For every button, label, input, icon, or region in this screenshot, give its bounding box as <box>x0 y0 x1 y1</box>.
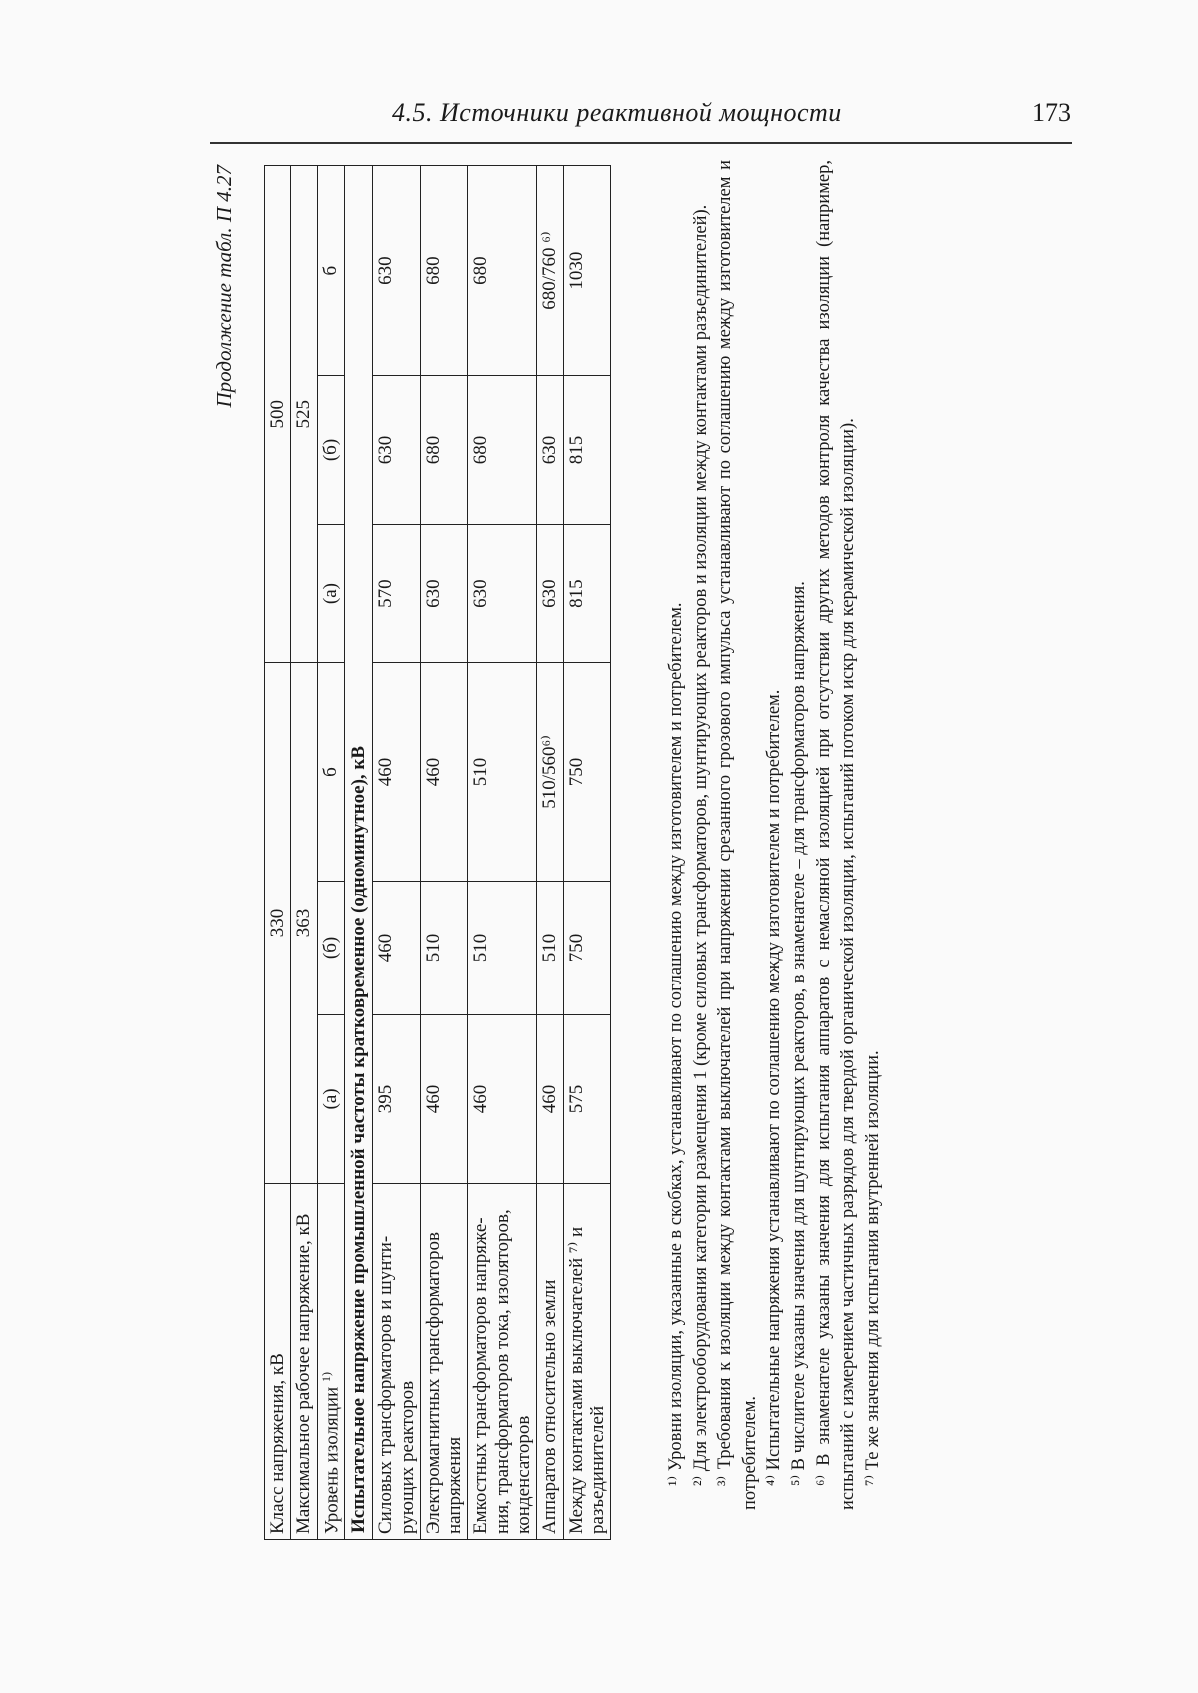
footnote: ⁵⁾ В числителе указаны значения для шунтирующих реакторов, в знаменателе – для трансформаторов напряжения. <box>788 581 809 1486</box>
table-cell: 575 <box>563 1015 611 1183</box>
table-cell: 510 <box>420 881 468 1015</box>
table-row <box>420 166 468 1540</box>
footnote: ⁴⁾ Испытательные напряжения устанавливают по соглашению между изготовителем и потребителем. <box>764 689 785 1486</box>
table-cell: 460 <box>373 663 421 881</box>
row-label: Электромагнитных трансформаторов напряжения <box>420 1183 468 1539</box>
table-cell: 680 <box>420 166 468 376</box>
table-cell: 460 <box>373 881 421 1015</box>
table-cell: 680 <box>420 376 468 525</box>
footnote: ²⁾ Для электрооборудования категории размещения 1 (кроме силовых трансформаторов, шунтирующих реакторов и изоляции между контактами разъединителей). <box>690 204 711 1486</box>
table-cell: 750 <box>563 663 611 881</box>
row-label: Силовых трансформаторов и шунти-рующих реакторов <box>373 1183 421 1539</box>
table-row <box>537 166 563 1540</box>
table-section-header-row <box>345 166 373 1540</box>
table-cell: 525 <box>291 166 317 663</box>
row-label: Емкостных трансформаторов напряже-ния, трансформаторов тока, изоляторов, конденсаторов <box>468 1183 537 1539</box>
table-cell: 815 <box>563 524 611 663</box>
table-cell: 630 <box>468 524 537 663</box>
footnote-ref: 1) <box>318 1372 333 1383</box>
table-cell: б <box>317 663 345 881</box>
table-cell: 510 <box>468 881 537 1015</box>
table-cell: б <box>317 166 345 376</box>
footnotes <box>664 160 885 1510</box>
table-cell: (б) <box>317 881 345 1015</box>
table-cell: 363 <box>291 663 317 1183</box>
table-cell: 500 <box>265 166 291 663</box>
table-cell: 750 <box>563 881 611 1015</box>
table-cell: 630 <box>373 376 421 525</box>
table-cell: 1030 <box>563 166 611 376</box>
table-cell: 570 <box>373 524 421 663</box>
footnote: ¹⁾ Уровни изоляции, указанные в скобках, устанавливают по соглашению между изготовителем и потребителем. <box>666 602 686 1486</box>
table-cell: 510 <box>537 881 563 1015</box>
table-cell: 330 <box>265 663 291 1183</box>
row-label: Аппаратов относительно земли <box>537 1183 563 1539</box>
table-cell: 630 <box>373 166 421 376</box>
table-cell: 680 <box>468 376 537 525</box>
test-voltage-table <box>264 165 611 1540</box>
row-label: Между контактами выключателей ⁷⁾ и разъединителей <box>563 1183 611 1539</box>
footnote: ³⁾ Требования к изоляции между контактами выключателей при напряжении срезанного грозового импульса устанавливают по соглашению между изготовителем и потребителем. <box>715 160 760 1510</box>
footnote: ⁷⁾ Те же значения для испытания внутренней изоляции. <box>862 1050 883 1486</box>
table-cell: 460 <box>537 1015 563 1183</box>
table-row <box>373 166 421 1540</box>
table-row <box>563 166 611 1540</box>
table-row <box>468 166 537 1540</box>
table-cell: 460 <box>420 1015 468 1183</box>
row-label: Максимальное рабочее напряжение, кВ <box>291 1183 317 1539</box>
table-cell: 460 <box>420 663 468 881</box>
table-cell: 630 <box>420 524 468 663</box>
table-cell: 680/760 ⁶⁾ <box>537 166 563 376</box>
table-cell: (а) <box>317 524 345 663</box>
table-cell: 460 <box>468 1015 537 1183</box>
table-cell: 680 <box>468 166 537 376</box>
table-cell: (а) <box>317 1015 345 1183</box>
row-label: Уровень изоляции $^{1)}$ <box>317 1183 345 1539</box>
footnote: ⁶⁾ В знаменателе указаны значения для испытания аппаратов с немасляной изоляцией при отсутствии других методов контроля качества изоляции (например, испытаний с измерением частичных разрядов для твердой органической изоляции, испытаний потоком искр для керамической изоляции). <box>813 160 859 1510</box>
table-cell: (б) <box>317 376 345 525</box>
table-row-max-voltage <box>291 166 317 1540</box>
table-cell: 395 <box>373 1015 421 1183</box>
table-cell: 815 <box>563 376 611 525</box>
table-cell: 630 <box>537 524 563 663</box>
section-title: 4.5. Источники реактивной мощности <box>392 98 842 127</box>
header-rule <box>210 142 1072 144</box>
page-number: 173 <box>1032 98 1071 127</box>
rotated-table-block <box>212 160 972 1540</box>
table-continuation-label: Продолжение табл. П 4.27 <box>212 165 236 408</box>
table-row-voltage-class <box>265 166 291 1540</box>
table-cell: 510 <box>468 663 537 881</box>
table-cell: 510/560⁶⁾ <box>537 663 563 881</box>
section-header: Испытательное напряжение промышленной частоты кратковременное (одноминутное), кВ <box>345 166 373 1540</box>
table-row-insulation-level <box>317 166 345 1540</box>
table-cell: 630 <box>537 376 563 525</box>
row-label: Класс напряжения, кВ <box>265 1183 291 1539</box>
